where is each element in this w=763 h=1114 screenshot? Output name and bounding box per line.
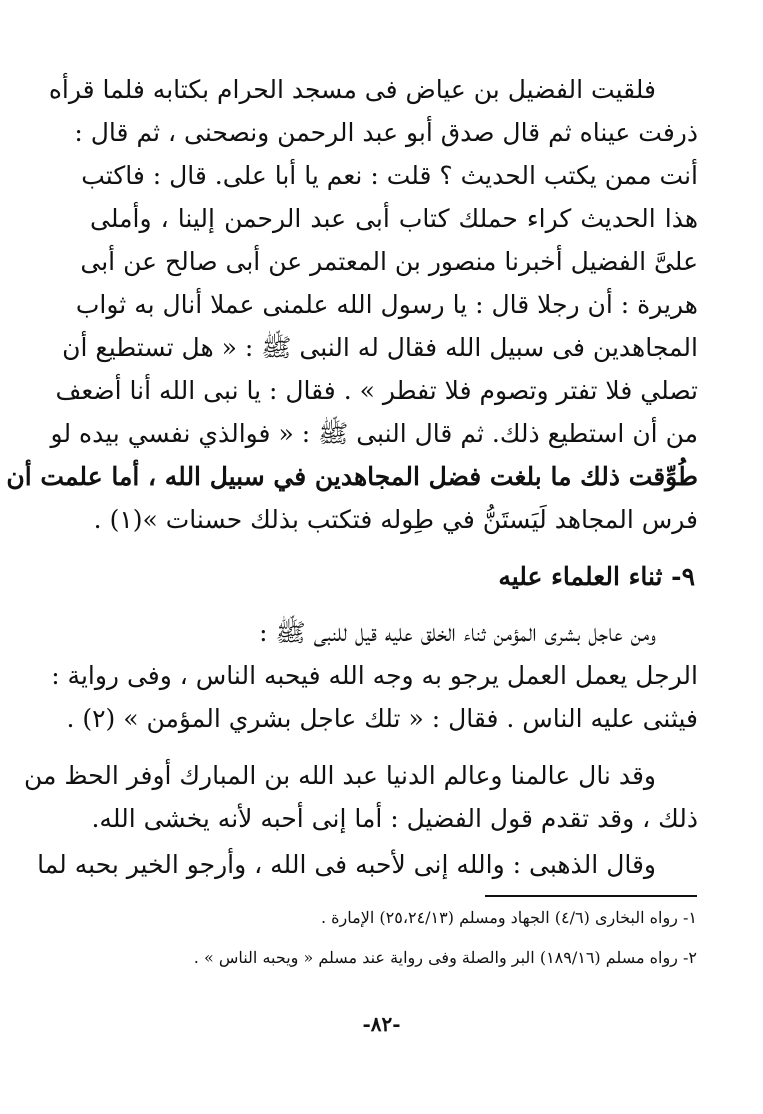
body-line: المجاهدين فى سبيل الله فقال له النبى ﷺ : « هل تستطيع أن bbox=[62, 333, 698, 362]
body-line: فرس المجاهد لَيَستَنُّ في طِوله فتكتب بذلك حسنات »(١) . bbox=[93, 505, 698, 534]
body-line: ذرفت عيناه ثم قال صدق أبو عبد الرحمن ونصحنى ، ثم قال : bbox=[74, 118, 698, 147]
footnote-divider bbox=[485, 895, 697, 897]
body-line: تصلي فلا تفتر وتصوم فلا تفطر » . فقال : يا نبى الله أنا أضعف bbox=[55, 376, 698, 405]
body-line: الرجل يعمل العمل يرجو به وجه الله فيحبه الناس ، وفى رواية : bbox=[51, 661, 698, 690]
page-number: -٨٢- bbox=[362, 1012, 401, 1036]
body-line: ذلك ، وقد تقدم قول الفضيل : أما إنى أحبه لأنه يخشى الله. bbox=[91, 804, 698, 833]
body-line: من أن استطيع ذلك. ثم قال النبى ﷺ : « فوالذي نفسي بيده لو bbox=[50, 419, 698, 448]
body-line: ومن عاجل بشرى المؤمن ثناء الخلق عليه قيل للنبى ﷺ : bbox=[259, 618, 656, 647]
body-line: فيثنى عليه الناس . فقال : « تلك عاجل بشري المؤمن » (٢) . bbox=[66, 704, 698, 733]
body-line: علىَّ الفضيل أخبرنا منصور بن المعتمر عن أبى صالح عن أبى bbox=[80, 247, 698, 276]
section-heading: ٩- ثناء العلماء عليه bbox=[498, 562, 695, 591]
body-line: هريرة : أن رجلا قال : يا رسول الله علمنى عملا أنال به ثواب bbox=[75, 290, 698, 319]
body-line: وقال الذهبى : والله إنى لأحبه فى الله ، وأرجو الخير بحبه لما bbox=[37, 850, 656, 879]
body-line: هذا الحديث كراء حملك كتاب أبى عبد الرحمن إلينا ، وأملى bbox=[90, 204, 698, 233]
footnote-2: ٢- رواه مسلم (١٨٩/١٦) البر والصلة وفى رواية عند مسلم « ويحبه الناس » . bbox=[193, 948, 697, 967]
body-line: وقد نال عالمنا وعالم الدنيا عبد الله بن المبارك أوفر الحظ من bbox=[23, 761, 656, 790]
footnote-1: ١- رواه البخارى (٤/٦) الجهاد ومسلم (٢٥،٢٤/١٣) الإمارة . bbox=[321, 908, 697, 927]
hadith-line: طُوِّقت ذلك ما بلغت فضل المجاهدين في سبيل الله ، أما علمت أن bbox=[6, 462, 698, 491]
body-line: أنت ممن يكتب الحديث ؟ قلت : نعم يا أبا على. قال : فاكتب bbox=[81, 161, 698, 190]
body-line: فلقيت الفضيل بن عياض فى مسجد الحرام بكتابه فلما قرأه bbox=[48, 75, 656, 104]
